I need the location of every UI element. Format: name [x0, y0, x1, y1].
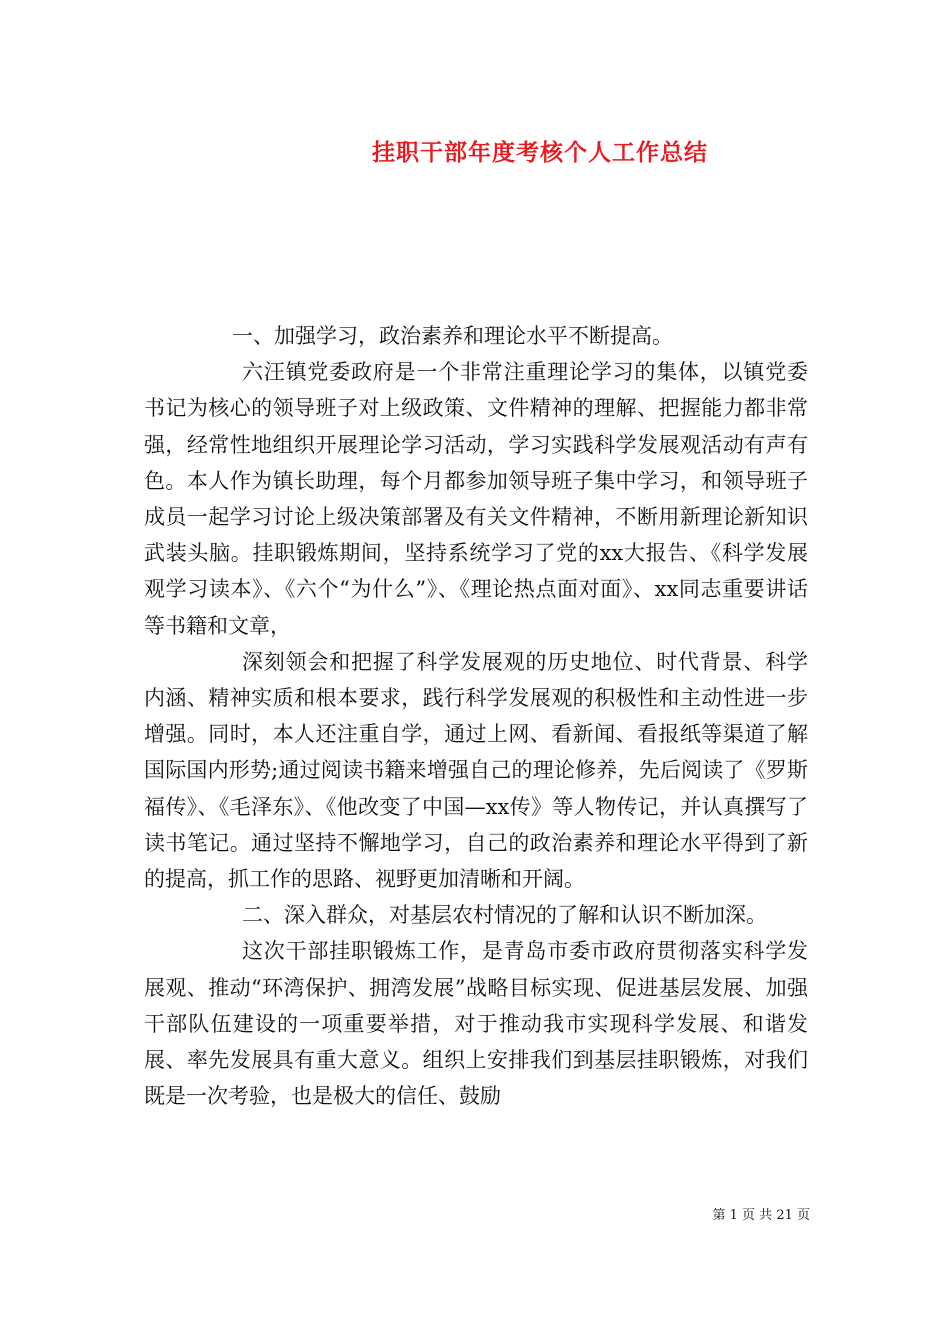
paragraph-3: 这次干部挂职锻炼工作，是青岛市委市政府贯彻落实科学发展观、推动“环湾保护、拥湾发展”战略目标实现、促进基层发展、加强干部队伍建设的一项重要举措，对于推动我市实现科学发展、和谐发展、率先发展具有重大意义。组织上安排我们到基层挂职锻炼，对我们既是一次考验，也是极大的信任、鼓励: [144, 939, 808, 1109]
document-title: 挂职干部年度考核个人工作总结: [372, 139, 708, 166]
paragraph-1: 六汪镇党委政府是一个非常注重理论学习的集体，以镇党委书记为核心的领导班子对上级政策、文件精神的理解、把握能力都非常强，经常性地组织开展理论学习活动，学习实践科学发展观活动有声有色。本人作为镇长助理，每个月都参加领导班子集中学习，和领导班子成员一起学习讨论上级决策部署及有关文件精神，不断用新理论新知识武装头脑。挂职锻炼期间，坚持系统学习了党的xx大报告、《科学发展观学习读本》、《六个“为什么”》、《理论热点面对面》、xx同志重要讲话等书籍和文章，: [144, 360, 808, 638]
section-heading-1: 一、加强学习，政治素养和理论水平不断提高。: [232, 324, 673, 348]
page-number: 第 1 页 共 21 页: [712, 1208, 810, 1223]
paragraph-2: 深刻领会和把握了科学发展观的历史地位、时代背景、科学内涵、精神实质和根本要求，践行科学发展观的积极性和主动性进一步增强。同时，本人还注重自学，通过上网、看新闻、看报纸等渠道了解国际国内形势;通过阅读书籍来增强自己的理论修养，先后阅读了《罗斯福传》、《毛泽东》、《他改变了中国—xx传》等人物传记，并认真撰写了读书笔记。通过坚持不懈地学习，自己的政治素养和理论水平得到了新的提高，抓工作的思路、视野更加清晰和开阔。: [144, 649, 808, 892]
section-heading-2: 二、深入群众，对基层农村情况的了解和认识不断加深。: [242, 903, 767, 928]
document-body: [144, 318, 808, 1114]
